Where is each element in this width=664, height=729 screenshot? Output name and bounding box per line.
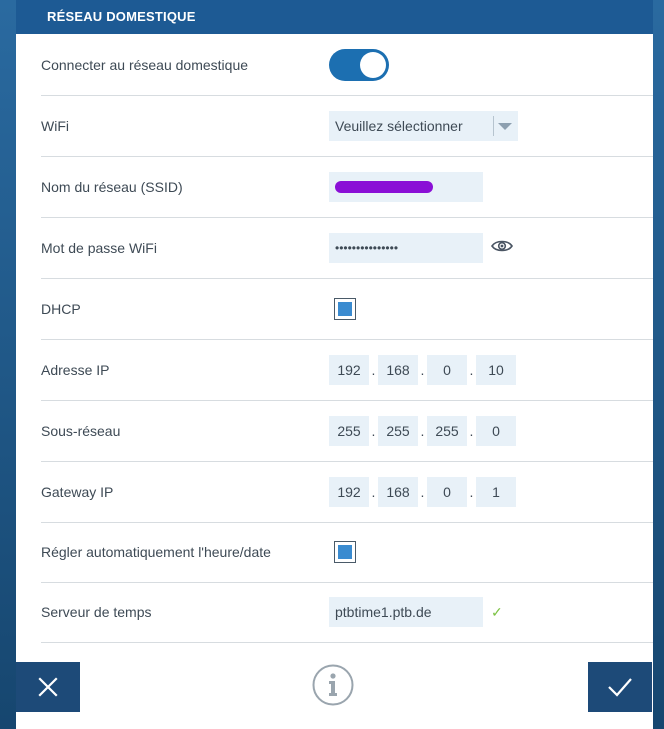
ip-octet-2[interactable]: 168: [378, 355, 418, 385]
footer-bar: [16, 662, 653, 729]
toggle-knob: [360, 52, 386, 78]
subnet-octet-2[interactable]: 255: [378, 416, 418, 446]
row-connect: [41, 35, 653, 96]
confirm-button[interactable]: [588, 662, 652, 712]
subnet-octet-1[interactable]: 255: [329, 416, 369, 446]
octet-separator: .: [420, 484, 425, 500]
redaction-mark: [335, 181, 433, 193]
row-autotime: [41, 522, 653, 583]
gateway-label: Gateway IP: [41, 484, 114, 500]
settings-panel: [16, 0, 653, 729]
octet-separator: .: [420, 362, 425, 378]
ip-octet-3[interactable]: 0: [427, 355, 467, 385]
octet-separator: .: [371, 423, 376, 439]
gateway-octet-3[interactable]: 0: [427, 477, 467, 507]
connect-label: Connecter au réseau domestique: [41, 57, 249, 73]
timeserver-input[interactable]: [329, 597, 483, 627]
subnet-field: [329, 416, 516, 446]
checkbox-fill: [338, 302, 352, 316]
password-label: Mot de passe WiFi: [41, 240, 157, 256]
subnet-octet-4[interactable]: 0: [476, 416, 516, 446]
ip-field: [329, 355, 516, 385]
row-gateway: [41, 462, 653, 523]
dhcp-label: DHCP: [41, 301, 81, 317]
info-button[interactable]: [312, 664, 354, 706]
octet-separator: .: [371, 484, 376, 500]
row-wifi: [41, 96, 653, 157]
timeserver-value: ptbtime1.ptb.de: [335, 604, 432, 620]
gateway-field: [329, 477, 516, 507]
ip-octet-4[interactable]: 10: [476, 355, 516, 385]
gateway-octet-1[interactable]: 192: [329, 477, 369, 507]
octet-separator: .: [469, 423, 474, 439]
wifi-select[interactable]: [329, 111, 518, 141]
octet-separator: .: [469, 484, 474, 500]
row-password: [41, 218, 653, 279]
ip-label: Adresse IP: [41, 362, 110, 378]
timeserver-field: [329, 597, 503, 627]
ssid-input[interactable]: [329, 172, 483, 202]
select-separator: [493, 116, 494, 136]
cancel-button[interactable]: [16, 662, 80, 712]
checkbox-fill: [338, 545, 352, 559]
gateway-octet-2[interactable]: 168: [378, 477, 418, 507]
dhcp-checkbox[interactable]: [334, 298, 356, 320]
subnet-octet-3[interactable]: 255: [427, 416, 467, 446]
connect-toggle[interactable]: [329, 49, 389, 81]
row-dhcp: [41, 279, 653, 340]
octet-separator: .: [371, 362, 376, 378]
row-ip: [41, 340, 653, 401]
chevron-down-icon[interactable]: [498, 123, 512, 130]
autotime-label: Régler automatiquement l'heure/date: [41, 544, 271, 560]
row-subnet: [41, 401, 653, 462]
connect-field: [329, 49, 389, 81]
ip-octet-1[interactable]: 192: [329, 355, 369, 385]
password-input[interactable]: [329, 233, 483, 263]
close-icon: [37, 676, 59, 698]
checkmark-icon: [607, 676, 633, 698]
timeserver-label: Serveur de temps: [41, 604, 152, 620]
ssid-label: Nom du réseau (SSID): [41, 179, 183, 195]
password-value: •••••••••••••••: [335, 241, 399, 255]
password-field: [329, 233, 513, 263]
valid-check-icon: ✓: [491, 603, 503, 620]
octet-separator: .: [469, 362, 474, 378]
wifi-label: WiFi: [41, 118, 69, 134]
info-icon: [312, 664, 354, 706]
autotime-field: [329, 541, 356, 563]
panel-title: RÉSEAU DOMESTIQUE: [16, 0, 653, 34]
wifi-field: [329, 111, 518, 141]
octet-separator: .: [420, 423, 425, 439]
dhcp-field: [329, 298, 356, 320]
ssid-field: [329, 172, 483, 202]
row-ssid: [41, 157, 653, 218]
gateway-octet-4[interactable]: 1: [476, 477, 516, 507]
wifi-select-value: Veuillez sélectionner: [335, 118, 463, 134]
background-left: [0, 0, 16, 729]
subnet-label: Sous-réseau: [41, 423, 121, 439]
eye-icon[interactable]: [491, 239, 513, 258]
row-timeserver: [41, 582, 653, 643]
autotime-checkbox[interactable]: [334, 541, 356, 563]
